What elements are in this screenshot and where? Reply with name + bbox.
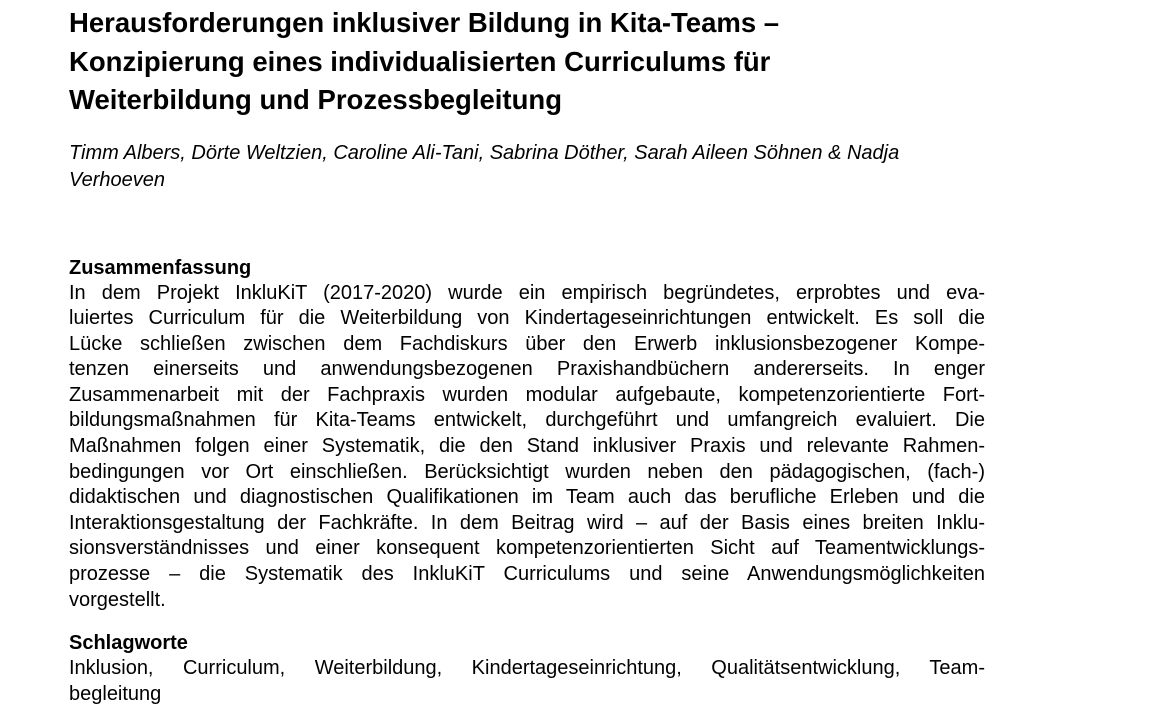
title-line: Herausforderungen inklusiver Bildung in Kita-Teams –	[69, 7, 780, 38]
abstract-line: In dem Projekt InkluKiT (2017-2020) wurde ein empirisch begründetes, erprobtes und eva-	[69, 281, 985, 304]
keywords-heading: Schlagworte	[69, 632, 188, 655]
keywords-line: Inklusion, Curriculum, Weiterbildung, Kindertageseinrichtung, Qualitätsentwicklung, Team-	[69, 657, 985, 680]
keywords-text	[69, 656, 985, 707]
abstract-line: luiertes Curriculum für die Weiterbildung von Kindertageseinrichtungen entwickelt. Es soll die	[69, 307, 985, 330]
abstract-line: Maßnahmen folgen einer Systematik, die den Stand inklusiver Praxis und relevante Rahmen-	[69, 435, 985, 458]
abstract-line: tenzen einerseits und anwendungsbezogenen Praxishandbüchern andererseits. In enger	[69, 358, 985, 381]
abstract-line: Interaktionsgestaltung der Fachkräfte. In dem Beitrag wird – auf der Basis eines breiten Inklu-	[69, 511, 985, 534]
abstract-line: bedingungen vor Ort einschließen. Berücksichtigt wurden neben den pädagogischen, (fach-)	[69, 460, 985, 483]
abstract-line: vorgestellt.	[69, 588, 166, 611]
abstract-line: Zusammenarbeit mit der Fachpraxis wurden modular aufgebaute, kompetenzorientierte Fort-	[69, 383, 985, 406]
abstract-line: Lücke schließen zwischen dem Fachdiskurs über den Erwerb inklusionsbezogener Kompe-	[69, 332, 985, 355]
abstract-line: sionsverständnisses und einer konsequent kompetenzorientierten Sicht auf Teamentwicklungs-	[69, 537, 985, 560]
paper-page	[69, 0, 985, 707]
abstract-line: didaktischen und diagnostischen Qualifikationen im Team auch das berufliche Erleben und die	[69, 486, 985, 509]
title-line: Weiterbildung und Prozessbegleitung	[69, 84, 562, 115]
abstract-heading: Zusammenfassung	[69, 256, 252, 279]
title-line: Konzipierung eines individualisierten Curriculums für	[69, 45, 771, 77]
paper-title	[69, 4, 985, 120]
author-list	[69, 140, 985, 194]
keywords-line: begleitung	[69, 682, 162, 705]
author-line: Timm Albers, Dörte Weltzien, Caroline Ali-Tani, Sabrina Döther, Sarah Aileen Söhnen & Nadja	[69, 141, 900, 164]
abstract-text	[69, 281, 985, 614]
abstract-line: prozesse – die Systematik des InkluKiT Curriculums und seine Anwendungsmöglichkeiten	[69, 563, 985, 586]
author-line: Verhoeven	[69, 168, 165, 191]
abstract-line: bildungsmaßnahmen für Kita-Teams entwickelt, durchgeführt und umfangreich evaluiert. Die	[69, 409, 985, 432]
